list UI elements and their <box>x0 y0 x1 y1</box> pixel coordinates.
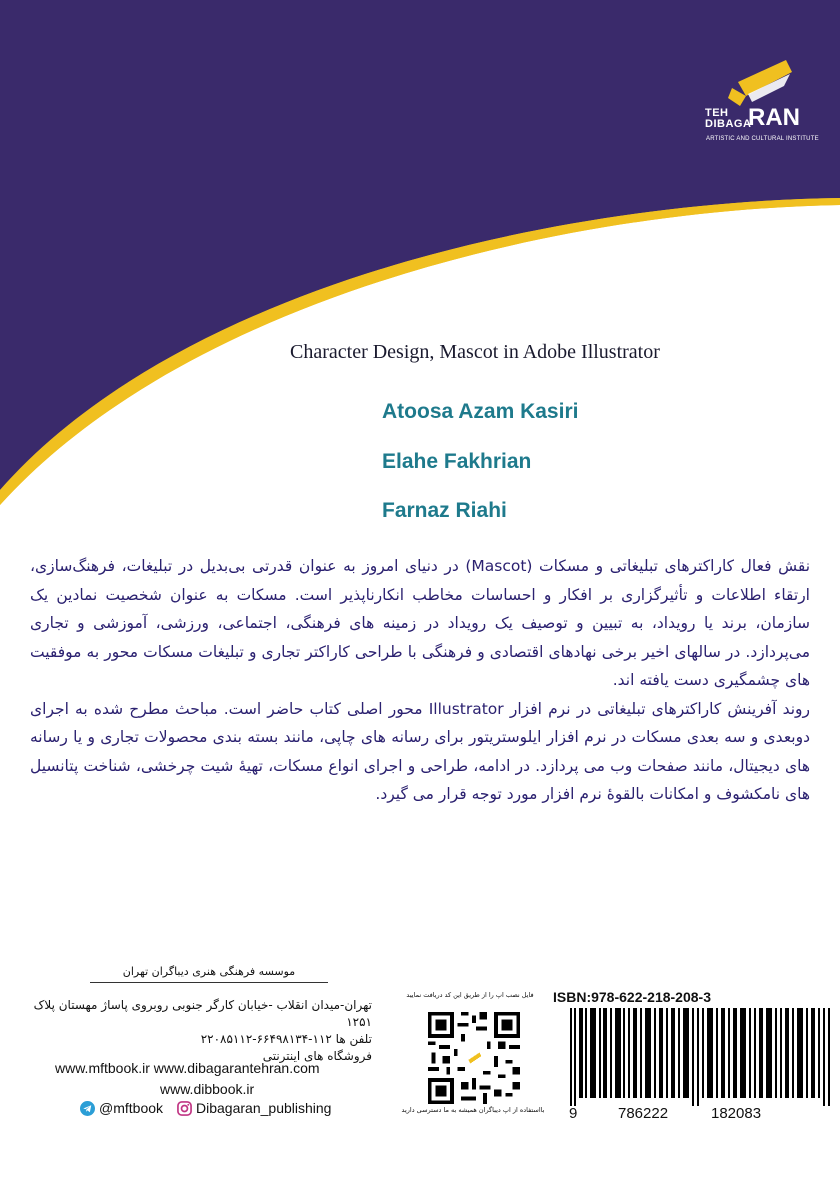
website-links[interactable]: www.mftbook.ir www.dibagarantehran.com <box>55 1060 320 1076</box>
telegram-icon <box>80 1101 95 1116</box>
online-stores-label: فروشگاه های اینترنتی <box>262 1049 372 1063</box>
publisher-address-block <box>10 997 372 1065</box>
website-link-dibbook[interactable]: www.dibbook.ir <box>160 1081 255 1097</box>
author-2: Elahe Fakhrian <box>382 450 532 473</box>
author-1: Atoosa Azam Kasiri <box>382 400 579 423</box>
publisher-address: تهران-میدان انقلاب -خیابان کارگر جنوبی روبروی پاساژ مهستان پلاک ۱۲۵۱ <box>33 998 372 1029</box>
instagram-handle[interactable]: Dibagaran_publishing <box>196 1100 332 1116</box>
author-3: Farnaz Riahi <box>382 499 507 522</box>
book-description <box>30 552 810 809</box>
telegram-handle[interactable]: @mftbook <box>99 1100 164 1116</box>
logo-ran: RAN <box>748 104 800 131</box>
social-links <box>80 1100 331 1116</box>
description-paragraph-2: روند آفرینش کاراکترهای تبلیغاتی در نرم افزار Illustrator محور اصلی کتاب حاضر است. مباحث مطرح شده به اجرای دوبعدی و سه بعدی مسکات در نرم افزار ایلوستریتور برای رسانه های چاپی، مانند بسته بندی محصولات تجاری و یا رسانه های دیجیتال، مانند صفحات وب می پردازد. در ادامه، طراحی و اجرای انواع مسکات، تهیهٔ شیت چرخشی، شناخت پتانسیل های نامکشوف و امکانات بالقوهٔ نرم افزار مورد توجه قرار می گیرد. <box>30 699 810 803</box>
logo-subtitle: ARTISTIC AND CULTURAL INSTITUTE <box>706 136 819 142</box>
description-paragraph-1: نقش فعال کاراکترهای تبلیغاتی و مسکات (Mascot) در دنیای امروز به عنوان قدرتی بی‌بدیل در تبلیغات، فرهنگ‌سازی، ارتقاء اطلاعات و تأثیرگزاری بر افکار و احساسات مخاطب انکارناپذیر است. مسکات به عنوان شخصیت نمادین یک سازمان، برند یا رویداد، به تبیین و توصیف یک رویداد در زمینه های فرهنگی، اجتماعی، ورزشی، آموزشی و تجاری می‌پردازد. در سالهای اخیر برخی نهادهای اقتصادی و فرهنگی با طراحی کاراکتر تجاری و تبلیغات مسکات محور به موفقیت های چشمگیری دست یافته اند. <box>30 557 811 689</box>
barcode-digits-group-1: 786222 <box>618 1105 669 1122</box>
barcode-digit-first: 9 <box>569 1105 578 1122</box>
qr-code-icon[interactable] <box>428 1012 520 1104</box>
publisher-name: موسسه فرهنگی هنری دیباگران تهران <box>90 965 328 983</box>
isbn-barcode <box>568 1008 836 1106</box>
instagram-icon <box>177 1101 192 1116</box>
barcode-digits-group-2: 182083 <box>711 1105 762 1122</box>
logo-teh-diba: TEH DIBAGA <box>705 107 752 130</box>
dibagaran-logo-icon <box>700 28 820 150</box>
book-title: Character Design, Mascot in Adobe Illustrator <box>290 341 660 363</box>
qr-caption-bottom: بااستفاده از اپ دیباگران همیشه به ما دسترسی دارید <box>401 1106 545 1114</box>
qr-caption-top: فایل نصب اپ را از طریق این کد دریافت نمایید <box>406 991 534 999</box>
publisher-phone: تلفن ها ۱۱۲-۶۶۴۹۸۱۳۴-۲۲۰۸۵۱۱۲ <box>200 1032 372 1046</box>
isbn-label: ISBN:978-622-218-208-3 <box>553 989 711 1005</box>
